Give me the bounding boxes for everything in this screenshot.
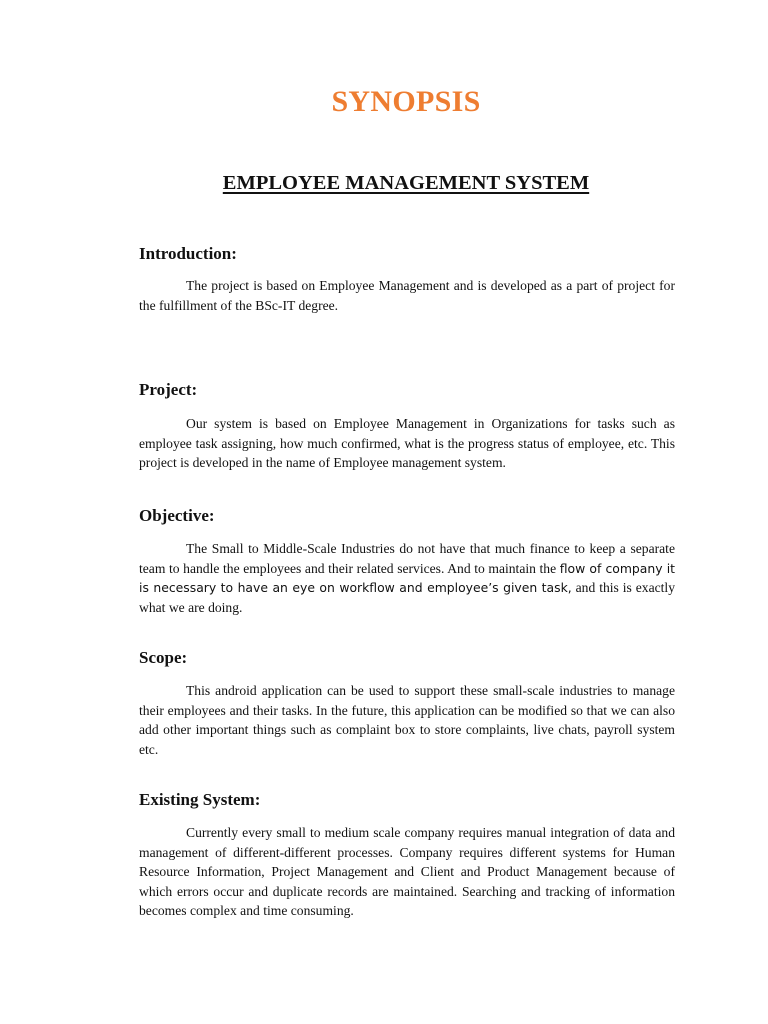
document-title: SYNOPSIS xyxy=(331,85,481,118)
objective-text-part3: and this is exactly what we are doing. xyxy=(139,580,676,615)
scope-paragraph: This android application can be used to support these small-scale industries to manage their employees and their tasks. In the future, this application can be modified so that we can also add other important things such as complaint box to store complaints, live chats, payroll system etc. xyxy=(139,683,675,757)
document-subtitle: EMPLOYEE MANAGEMENT SYSTEM xyxy=(222,172,590,194)
objective-text-part1: The Small to Middle-Scale Industries do not have that much finance to keep a separate team to handle the employees and their related services. And to maintain the xyxy=(139,541,675,576)
project-paragraph: Our system is based on Employee Management in Organizations for tasks such as employee task assigning, how much confirmed, what is the progress status of employee, etc. This project is developed in the name of Employee management system. xyxy=(139,416,675,470)
objective-paragraph xyxy=(139,539,675,617)
project-heading: Project: xyxy=(139,380,198,399)
introduction-paragraph: The project is based on Employee Management and is developed as a part of project for the fulfillment of the BSc-IT degree. xyxy=(139,278,675,313)
scope-heading: Scope: xyxy=(139,648,188,667)
existing-system-heading: Existing System: xyxy=(139,790,261,809)
introduction-heading: Introduction: xyxy=(139,244,237,263)
objective-heading: Objective: xyxy=(139,506,215,525)
objective-text-part2: flow of company it is necessary to have an eye on workflow and employee’s given task, xyxy=(139,560,675,595)
existing-system-paragraph: Currently every small to medium scale company requires manual integration of data and management of different-different processes. Company requires different systems for Human Resource Information, Project Management and Client and Product Management because of which errors occur and duplicate records are maintained. Searching and tracking of information becomes complex and time consuming. xyxy=(139,825,675,918)
